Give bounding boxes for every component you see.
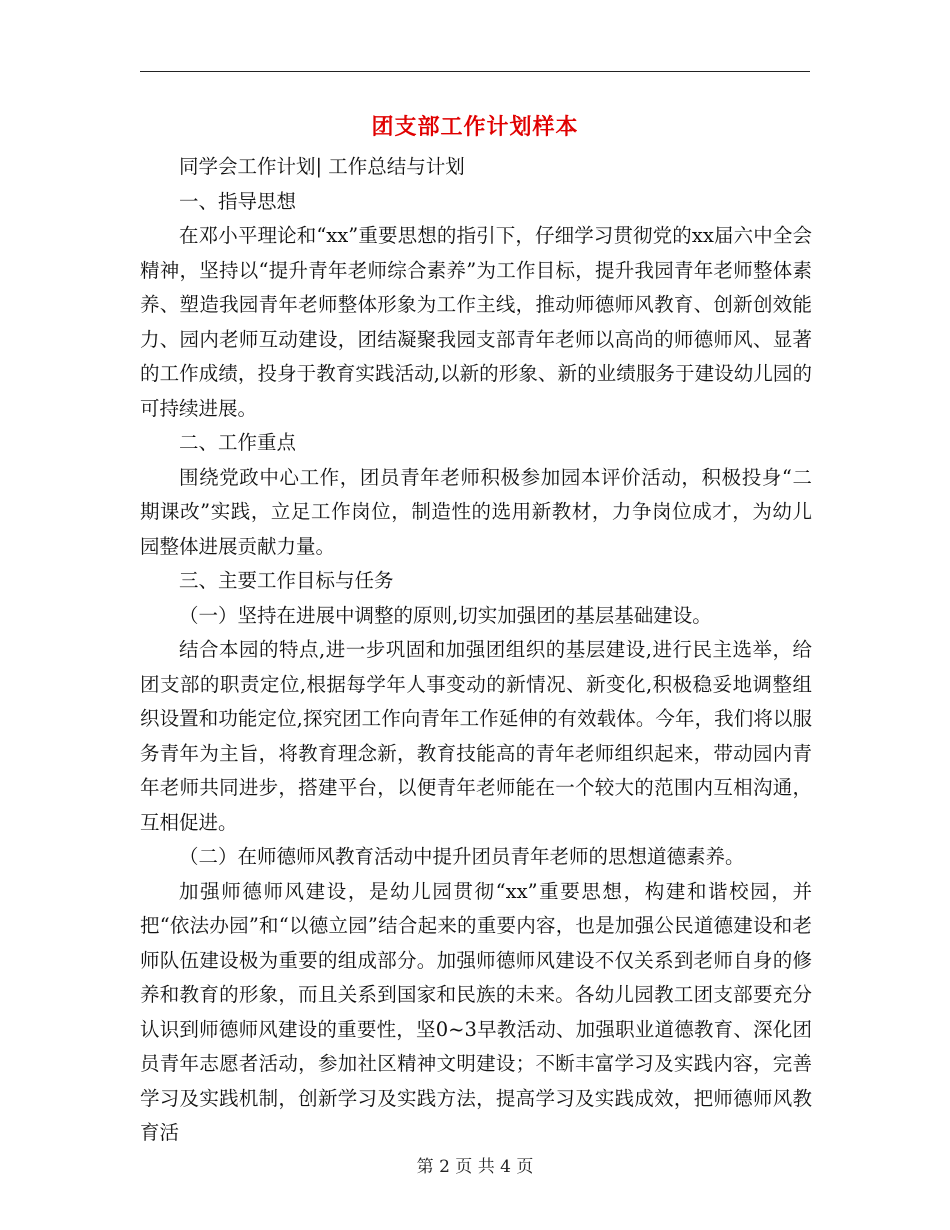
document-title: 团支部工作计划样本 (371, 115, 579, 140)
paragraph-work-focus: 围绕党政中心工作，团员青年老师积极参加园本评价活动，积极投身“二期课改”实践，立足工作岗位，制造性的选用新教材，力争岗位成才，为幼儿园整体进展贡献力量。 (140, 465, 812, 558)
section-heading-work-focus: 二、工作重点 (179, 431, 297, 454)
paragraph-subsection-2: 加强师德师风建设，是幼儿园贯彻“xx”重要思想，构建和谐校园，并把“依法办园”和“以德立园”结合起来的重要内容，也是加强公民道德建设和老师队伍建设极为重要的组成部分。加强师德师风建设不仅关系到老师自身的修养和教育的形象，而且关系到国家和民族的未来。各幼儿园教工团支部要充分认识到师德师风建设的重要性，坚0~3早教活动、加强职业道德教育、深化团员青年志愿者活动，参加社区精神文明建设；不断丰富学习及实践内容，完善学习及实践机制，创新学习及实践方法，提高学习及实践成效，把师德师风教育活 (140, 879, 812, 1144)
paragraph-guiding-thought: 在邓小平理论和“xx”重要思想的指引下，仔细学习贯彻党的xx届六中全会精神，坚持以“提升青年老师综合素养”为工作目标，提升我园青年老师整体素养、塑造我园青年老师整体形象为工作主线，推动师德师风教育、创新创效能力、园内老师互动建设，团结凝聚我园支部青年老师以高尚的师德师风、显著的工作成绩，投身于教育实践活动,以新的形象、新的业绩服务于建设幼儿园的可持续进展。 (140, 224, 812, 420)
source-line: 同学会工作计划| 工作总结与计划 (179, 155, 465, 178)
subheading-1: （一）坚持在进展中调整的原则,切实加强团的基层基础建设。 (179, 603, 712, 627)
document-body (140, 150, 812, 1151)
section-heading-main-goals: 三、主要工作目标与任务 (179, 569, 394, 592)
header-rule (140, 71, 810, 72)
section-heading-guiding-thought: 一、指导思想 (179, 189, 297, 213)
page-number: 第 2 页 共 4 页 (416, 1157, 534, 1177)
paragraph-subsection-1: 结合本园的特点,进一步巩固和加强团组织的基层建设,进行民主选举，给团支部的职责定位,根据每学年人事变动的新情况、新变化,积极稳妥地调整组织设置和功能定位,探究团工作向青年工作延伸的有效载体。今年，我们将以服务青年为主旨，将教育理念新，教育技能高的青年老师组织起来，带动园内青年老师共同进步，搭建平台，以便青年老师能在一个较大的范围内互相沟通，互相促进。 (140, 638, 812, 834)
subheading-2: （二）在师德师风教育活动中提升团员青年老师的思想道德素养。 (179, 845, 745, 868)
